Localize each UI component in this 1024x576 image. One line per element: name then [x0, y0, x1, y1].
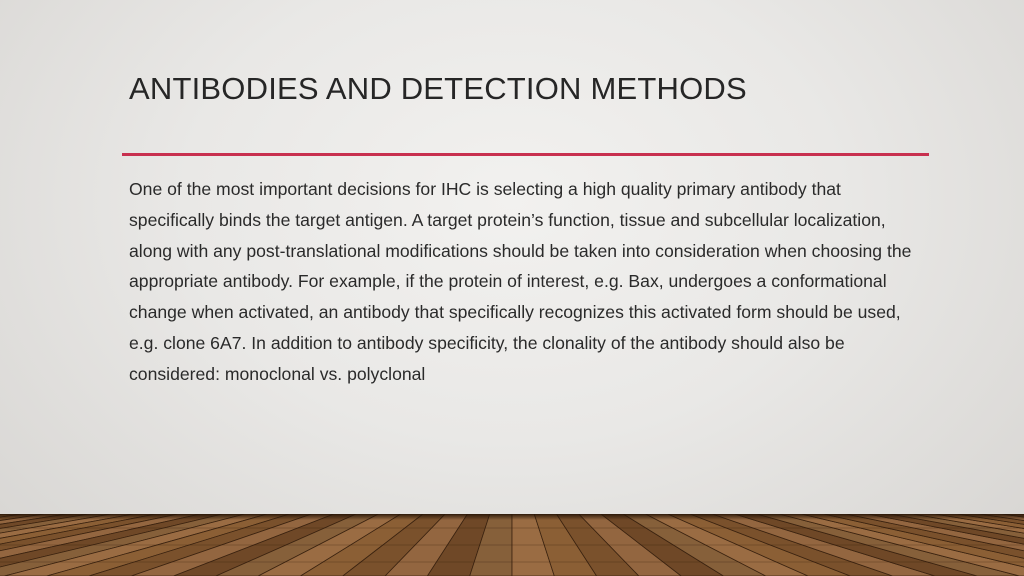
slide-body-text: One of the most important decisions for IHC is selecting a high quality primary antibody that specifically binds the target antigen. A target protein’s function, tissue and subcellular localization, along with any post-translational modifications should be taken into consideration when choosing the appropriate antibody. For example, if the protein of interest, e.g. Bax, undergoes a conformational change when activated, an antibody that specifically recognizes this activated form should be used, e.g. clone 6A7. In addition to antibody specificity, the clonality of the antibody should also be considered: monoclonal vs. polyclonal	[129, 179, 912, 384]
title-divider	[122, 153, 929, 156]
wood-floor-planks	[0, 514, 1024, 576]
slide-title: ANTIBODIES AND DETECTION METHODS	[129, 71, 747, 106]
floor-shadow	[0, 514, 1024, 520]
wood-floor-decoration	[0, 514, 1024, 576]
